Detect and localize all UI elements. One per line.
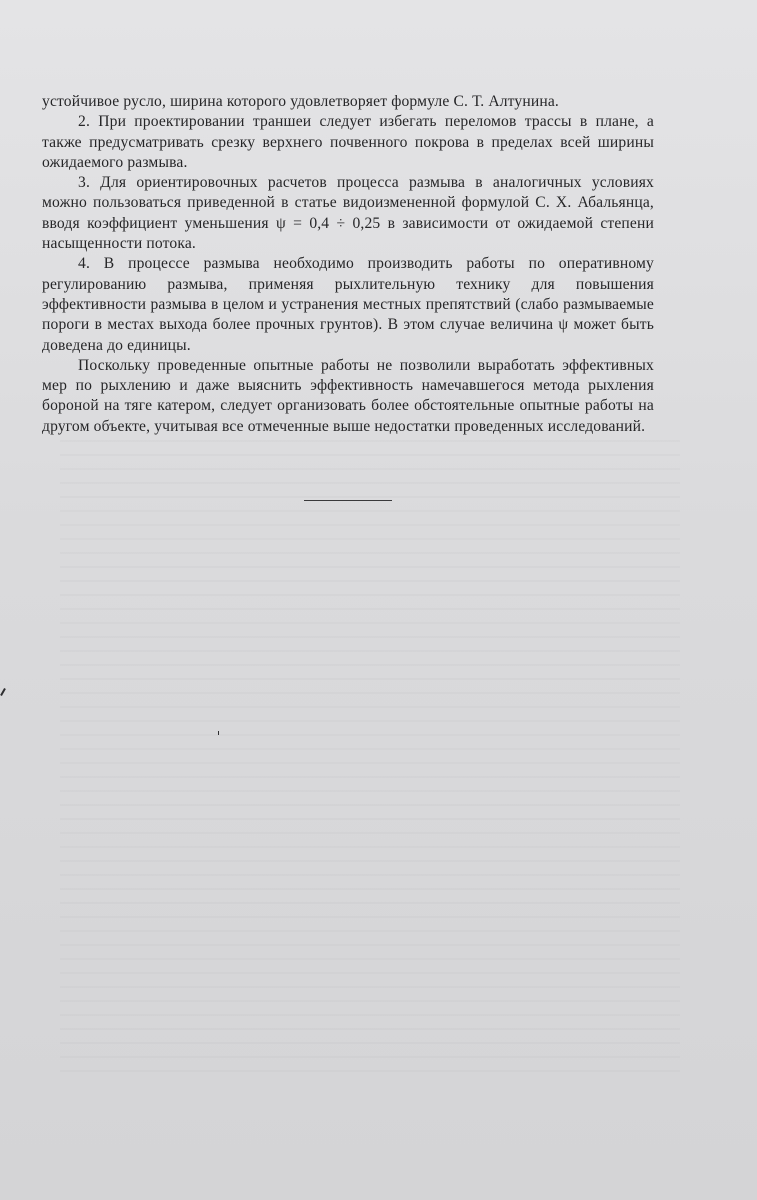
section-end-rule — [304, 500, 392, 501]
body-text — [42, 92, 654, 437]
reverse-side-bleed-through — [60, 440, 680, 1080]
paragraph-conclusion: Поскольку проведенные опытные работы не позволили выработать эффективных мер по рыхлению и даже выяснить эффективность намечавшегося метода рыхления бороной на тяге катером, следует организовать более обстоятельные опытные работы на другом объекте, учитывая все отмеченные выше недостатки проведенных исследований. — [42, 356, 654, 435]
paragraph-item-4: 4. В процессе размыва необходимо производить работы по оперативному регулированию размыва, применяя рыхлительную технику для повышения эффективности размыва в целом и устранения местных препятствий (слабо размываемые пороги в местах выхода более прочных грунтов). В этом случае величина ψ может быть доведена до единицы. — [42, 255, 654, 354]
scan-speck — [218, 731, 219, 735]
paragraph-item-2: 2. При проектировании траншеи следует избегать переломов трассы в плане, а также предусматривать срезку верхнего почвенного покрова в пределах всей ширины ожидаемого размыва. — [42, 113, 654, 171]
paragraph-item-3: 3. Для ориентировочных расчетов процесса размыва в аналогичных условиях можно пользоваться приведенной в статье видоизмененной формулой С. Х. Абальянца, вводя коэффициент уменьшения ψ = 0,4 ÷ 0,25 в зависимости от ожидаемой степени насыщенности потока. — [42, 174, 654, 253]
paragraph-continuation: устойчивое русло, ширина которого удовлетворяет формуле С. Т. Алтунина. — [42, 93, 559, 110]
scan-speck — [0, 688, 6, 696]
